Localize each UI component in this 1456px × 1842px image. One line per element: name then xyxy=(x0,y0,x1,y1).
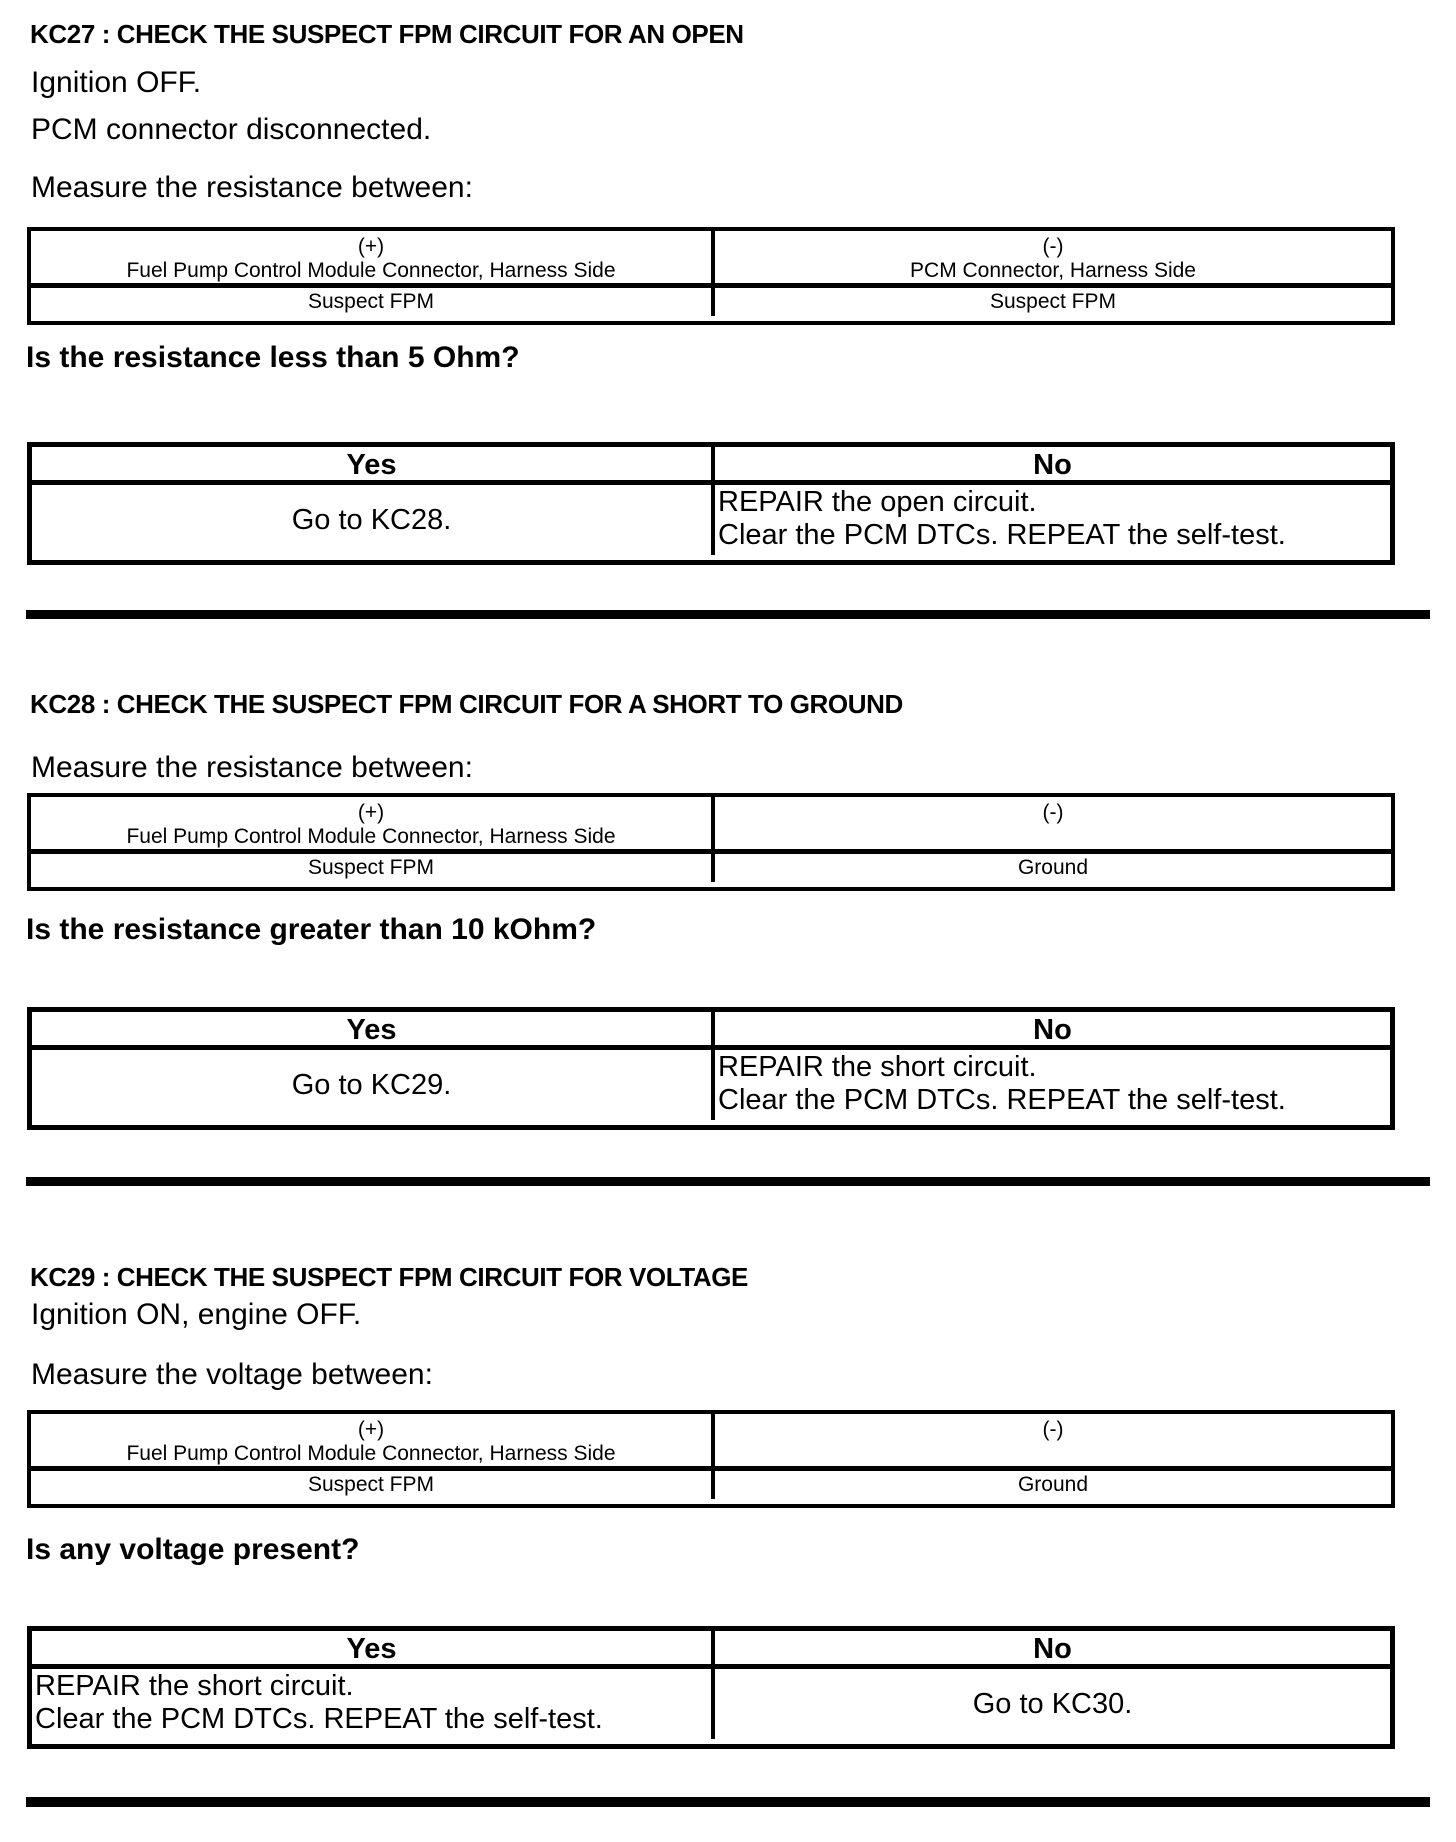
yes-action-cell xyxy=(32,1050,711,1120)
result-table-kc29 xyxy=(27,1626,1395,1749)
instruction-ignition-off: Ignition OFF. xyxy=(31,66,202,99)
instruction-pcm-disconnected: PCM connector disconnected. xyxy=(31,113,432,146)
no-action-cell xyxy=(711,1050,1390,1120)
negative-connector-label xyxy=(715,824,1391,849)
negative-pin-cell: Ground xyxy=(711,1471,1391,1499)
measure-instruction-kc27: Measure the resistance between: xyxy=(31,171,473,204)
question-kc28: Is the resistance greater than 10 kOhm? xyxy=(26,913,597,946)
no-header: No xyxy=(711,447,1390,480)
positive-sign: (+) xyxy=(357,235,385,258)
section-divider xyxy=(26,1177,1430,1186)
result-table-body-row xyxy=(32,1050,1390,1120)
section-heading-kc27: KC27 : CHECK THE SUSPECT FPM CIRCUIT FOR AN OPEN xyxy=(30,19,744,49)
measurement-table-pin-row xyxy=(31,854,1391,882)
positive-sign: (+) xyxy=(357,801,385,824)
negative-connector-label xyxy=(715,1441,1391,1466)
no-action-cell xyxy=(711,1669,1390,1739)
measurement-table-header-row xyxy=(31,1414,1391,1471)
no-action-cell xyxy=(711,485,1390,555)
positive-connector-label: Fuel Pump Control Module Connector, Harness Side xyxy=(126,1442,616,1465)
question-kc27: Is the resistance less than 5 Ohm? xyxy=(26,341,520,374)
no-header: No xyxy=(711,1631,1390,1664)
positive-pin-cell: Suspect FPM xyxy=(307,290,435,313)
measurement-table-pin-row xyxy=(31,1471,1391,1499)
yes-action-cell xyxy=(32,485,711,555)
negative-pin-cell: Suspect FPM xyxy=(711,288,1391,316)
no-action-line-2: Clear the PCM DTCs. REPEAT the self-test. xyxy=(718,519,1286,551)
yes-action-text: Go to KC28. xyxy=(291,503,452,536)
yes-action-text: Go to KC29. xyxy=(291,1068,452,1101)
yes-header: Yes xyxy=(346,449,397,480)
positive-sign: (+) xyxy=(357,1418,385,1441)
yes-action-cell xyxy=(32,1669,711,1739)
question-kc29: Is any voltage present? xyxy=(26,1533,360,1566)
measurement-table-kc27 xyxy=(27,227,1395,325)
yes-header: Yes xyxy=(346,1633,397,1664)
section-heading-kc29: KC29 : CHECK THE SUSPECT FPM CIRCUIT FOR VOLTAGE xyxy=(30,1262,748,1292)
measurement-table-kc28 xyxy=(27,793,1395,891)
no-header: No xyxy=(711,1012,1390,1045)
measurement-table-header-row xyxy=(31,231,1391,288)
no-action-line-2: Clear the PCM DTCs. REPEAT the self-test. xyxy=(718,1084,1286,1116)
negative-sign: (-) xyxy=(1042,1418,1064,1441)
measure-instruction-kc28: Measure the resistance between: xyxy=(31,751,473,784)
measurement-table-pin-row xyxy=(31,288,1391,316)
instruction-ignition-on: Ignition ON, engine OFF. xyxy=(31,1298,362,1331)
yes-header: Yes xyxy=(346,1014,397,1045)
positive-header-cell xyxy=(31,1414,711,1466)
result-table-body-row xyxy=(32,485,1390,555)
result-table-header-row xyxy=(32,1012,1390,1050)
negative-sign: (-) xyxy=(1042,801,1064,824)
result-table-kc27 xyxy=(27,442,1395,565)
no-action-line-1: REPAIR the short circuit. xyxy=(718,1051,1037,1083)
yes-action-line-1: REPAIR the short circuit. xyxy=(35,1670,354,1702)
positive-header-cell xyxy=(31,231,711,283)
positive-pin-cell: Suspect FPM xyxy=(307,856,435,879)
negative-header-cell xyxy=(711,231,1391,283)
section-divider xyxy=(26,610,1430,619)
positive-header-cell xyxy=(31,797,711,849)
yes-action-line-2: Clear the PCM DTCs. REPEAT the self-test. xyxy=(35,1703,603,1735)
positive-pin-cell: Suspect FPM xyxy=(307,1473,435,1496)
measurement-table-header-row xyxy=(31,797,1391,854)
result-table-header-row xyxy=(32,1631,1390,1669)
section-divider xyxy=(26,1797,1430,1807)
negative-sign: (-) xyxy=(1042,235,1064,258)
result-table-body-row xyxy=(32,1669,1390,1739)
result-table-kc28 xyxy=(27,1007,1395,1130)
no-action-text: Go to KC30. xyxy=(972,1687,1133,1720)
section-heading-kc28: KC28 : CHECK THE SUSPECT FPM CIRCUIT FOR A SHORT TO GROUND xyxy=(30,689,903,719)
positive-connector-label: Fuel Pump Control Module Connector, Harness Side xyxy=(126,825,616,848)
measurement-table-kc29 xyxy=(27,1410,1395,1508)
negative-connector-label: PCM Connector, Harness Side xyxy=(910,259,1196,282)
negative-header-cell xyxy=(711,797,1391,849)
negative-header-cell xyxy=(711,1414,1391,1466)
positive-connector-label: Fuel Pump Control Module Connector, Harness Side xyxy=(126,259,616,282)
no-action-line-1: REPAIR the open circuit. xyxy=(718,486,1037,518)
result-table-header-row xyxy=(32,447,1390,485)
measure-instruction-kc29: Measure the voltage between: xyxy=(31,1358,433,1391)
negative-pin-cell: Ground xyxy=(711,854,1391,882)
